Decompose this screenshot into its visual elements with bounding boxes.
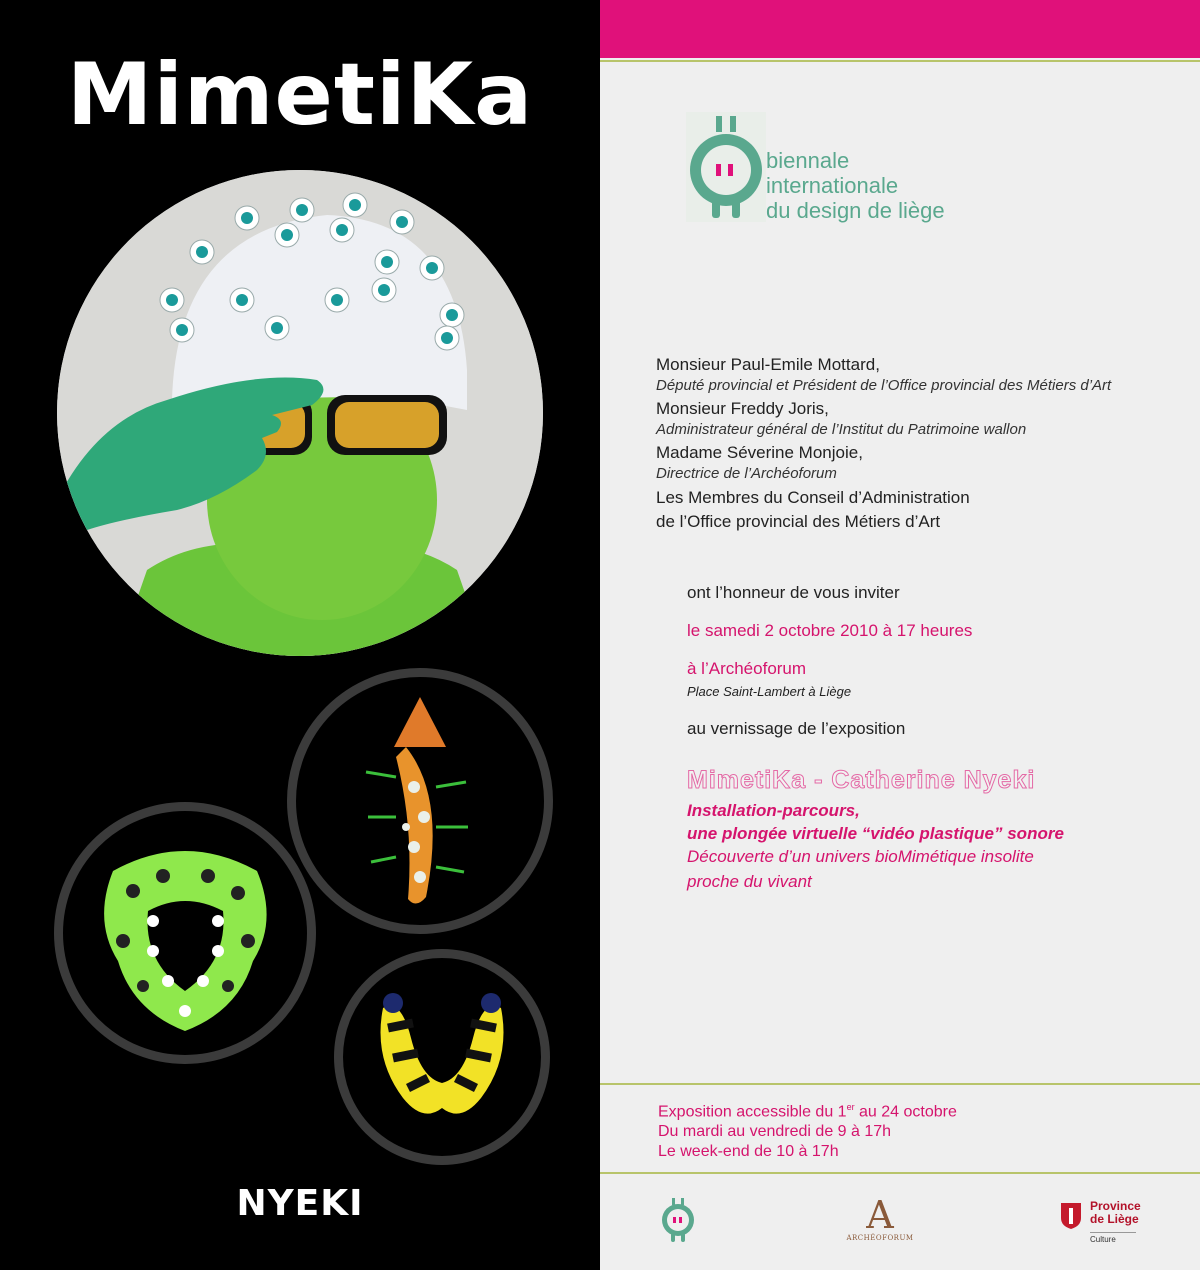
divider-middle [600, 1083, 1200, 1085]
province-line-2: de Liège [1090, 1212, 1139, 1226]
artist-name: NYEKI [236, 1183, 364, 1224]
artwork-orange-creature [287, 668, 553, 934]
biennale-text [766, 148, 945, 223]
province-shield-icon [1060, 1202, 1082, 1230]
host-role: Député provincial et Président de l’Office provincial des Métiers d’Art [656, 377, 1112, 394]
hours-line-1-end: au 24 octobre [854, 1103, 957, 1121]
artwork-yellow-creature [334, 949, 550, 1165]
green-creature-illustration [63, 811, 307, 1055]
footer-biennale-logo [658, 1196, 698, 1244]
host-name: Monsieur Freddy Joris, [656, 399, 829, 418]
yellow-creature-illustration [343, 958, 541, 1156]
exhibition-title: MimetiKa - Catherine Nyeki [687, 766, 1036, 794]
exhibition-line-2: une plongée virtuelle “vidéo plastique” sonore [687, 824, 1064, 843]
exhibition-line-1: Installation-parcours, [687, 801, 860, 820]
host-name: Madame Séverine Monjoie, [656, 443, 863, 462]
biennale-logo [686, 112, 1022, 240]
host-name: Monsieur Paul-Emile Mottard, [656, 355, 880, 374]
invite-date: le samedi 2 octobre 2010 à 17 heures [687, 621, 973, 640]
hours-line-1-sup: er [846, 1102, 855, 1112]
host-role: Directrice de l’Archéoforum [656, 465, 837, 482]
footer-plug-icon [658, 1196, 698, 1244]
biennale-line-2: internationale [766, 173, 899, 198]
footer-province-logo [1060, 1198, 1170, 1248]
biennale-plug-icon [686, 112, 766, 222]
archeoforum-letter: A [866, 1193, 894, 1237]
exhibition-line-4: proche du vivant [687, 872, 812, 891]
council-line: de l’Office provincial des Métiers d’Art [656, 512, 941, 531]
right-panel [600, 0, 1200, 1270]
divider-top [600, 60, 1200, 62]
divider-bottom [600, 1172, 1200, 1174]
invite-honour: ont l’honneur de vous inviter [687, 583, 900, 602]
orange-creature-illustration [296, 677, 544, 925]
biennale-line-3: du design de liège [766, 198, 945, 223]
province-title [1090, 1200, 1141, 1226]
archeoforum-name: ARCHÉOFORUM [846, 1234, 914, 1242]
hours-line-1 [658, 1097, 957, 1122]
invite-place: à l’Archéoforum [687, 659, 807, 678]
opening-hours [658, 1097, 957, 1162]
artwork-green-creature [54, 802, 316, 1064]
hours-line-2: Du mardi au vendredi de 9 à 17h [658, 1123, 892, 1141]
poster-title: MimetiKa [66, 45, 534, 145]
biennale-line-1: biennale [766, 148, 850, 173]
invite-address: Place Saint-Lambert à Liège [687, 684, 852, 699]
exhibition-line-3: Découverte d’un univers bioMimétique insolite [687, 847, 1034, 866]
province-line-1: Province [1090, 1199, 1141, 1213]
portrait-illustration [57, 170, 543, 656]
host-role: Administrateur général de l’Institut du Patrimoine wallon [656, 421, 1027, 438]
hosts-block [656, 354, 1196, 534]
top-pink-band [600, 0, 1200, 58]
hours-line-3: Le week-end de 10 à 17h [658, 1143, 839, 1161]
footer-archeoforum-logo [840, 1193, 920, 1246]
invite-vernissage: au vernissage de l’exposition [687, 719, 906, 738]
council-line: Les Membres du Conseil d’Administration [656, 488, 970, 507]
province-culture: Culture [1090, 1232, 1136, 1244]
hours-line-1-start: Exposition accessible du 1 [658, 1103, 847, 1121]
artist-portrait [57, 170, 543, 656]
